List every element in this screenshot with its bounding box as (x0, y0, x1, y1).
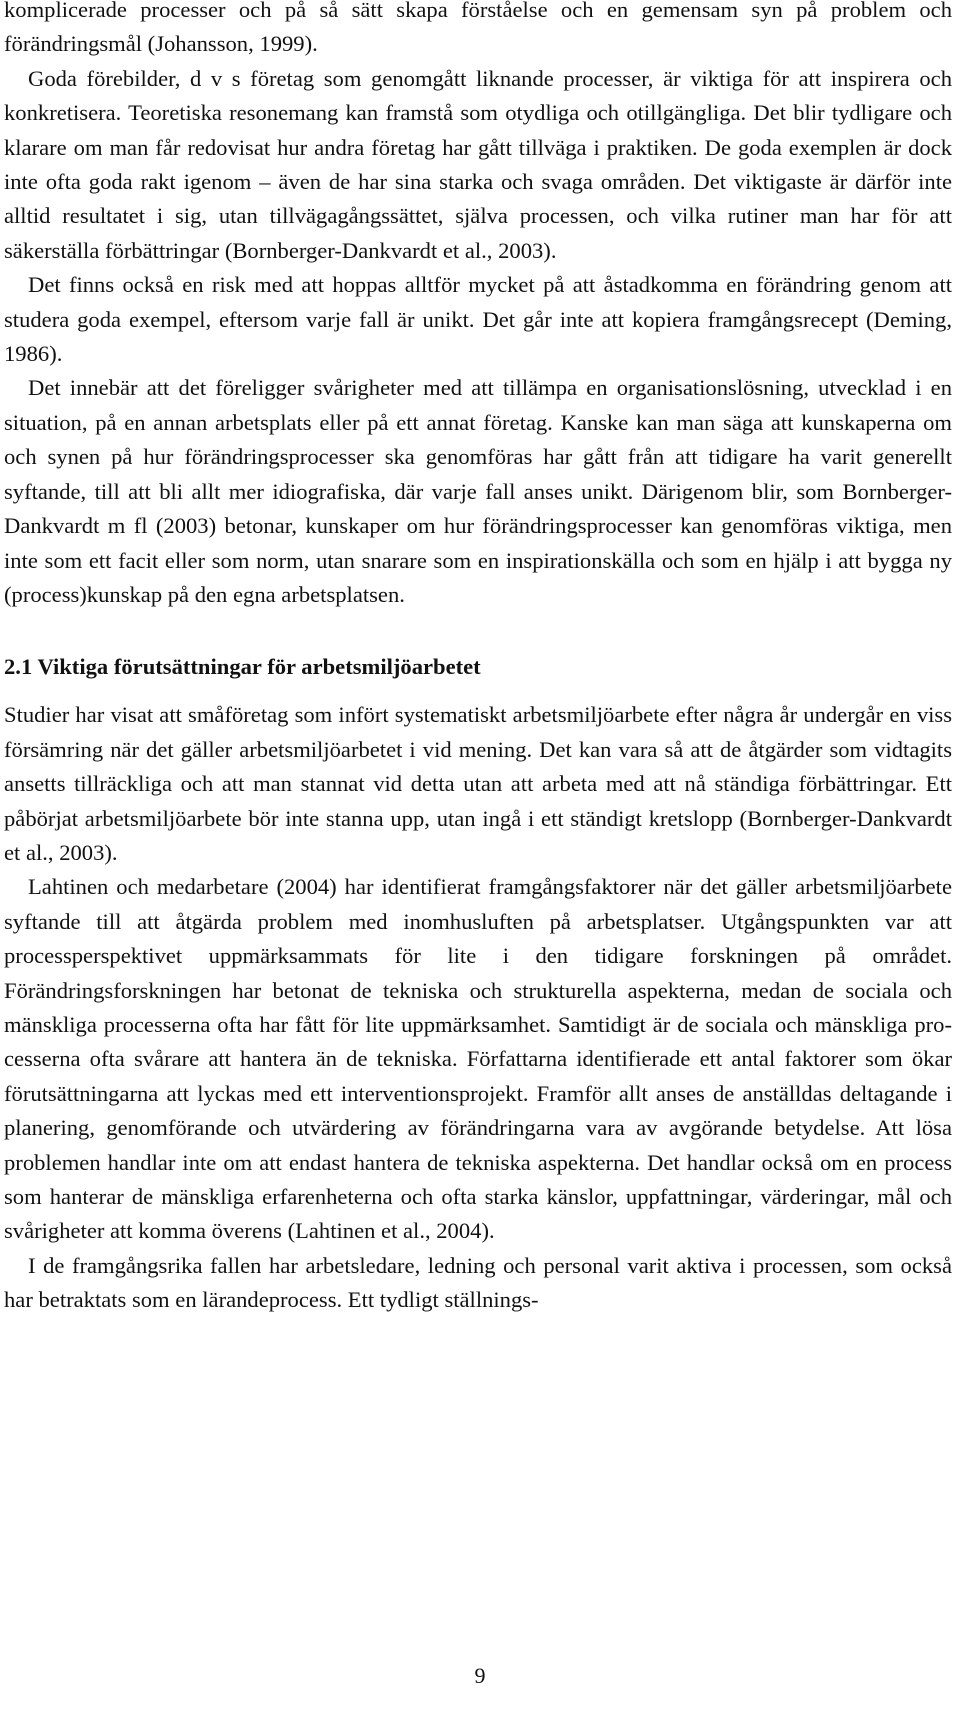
section-heading: 2.1 Viktiga förutsättningar för arbetsmiljöarbetet (4, 654, 481, 680)
section-paragraph-1: Studier har visat att småföretag som infört systematiskt arbetsmiljöarbete efter några år undergår en viss försämring när det gäller arbetsmiljöarbetet i vid mening. Det kan vara så att de åtgärder som vidtagits ansetts tillräckliga och att man stannat vid detta utan att arbeta med att nå ständiga förbättringar. Ett påbörjat arbetsmiljöarbete bör inte stanna upp, utan ingå i ett ständigt kretslopp (Bornberger-Dankvardt et al., 2003). (4, 702, 952, 865)
section-text-block (4, 698, 952, 1317)
top-text-block (4, 0, 952, 612)
section-paragraph-2: Lahtinen och medarbetare (2004) har identifierat framgångsfaktorer när det gäller arbetsmiljöarbete syftande till att åtgärda problem med inomhusluften på arbetsplatser. Utgångspunkten var att processperspektivet uppmärksammats för lite i den tidigare forskningen på området. Förändringsforskningen har betonat de tekniska och strukturella aspekterna, medan de sociala och mänskliga processerna ofta har fått för lite uppmärksamhet. Samtidigt är de sociala och mänskliga processerna ofta svårare att hantera än de tekniska. Författarna identifierade ett antal faktorer som ökar förutsättningarna att lyckas med ett interventionsprojekt. Framför allt anses de anställdas deltagande i planering, genomförande och utvärdering av förändringarna vara av avgörande betydelse. Att lösa problemen handlar inte om att endast hantera de tekniska aspekterna. Det handlar också om en process som hanterar de mänskliga erfarenheterna och ofta starka känslor, uppfattningar, värderingar, mål och svårigheter att komma överens (Lahtinen et al., 2004). (4, 874, 952, 1244)
paragraph-3: Det finns också en risk med att hoppas alltför mycket på att åstadkomma en förändring genom att studera goda exempel, eftersom varje fall är unikt. Det går inte att kopiera framgångsrecept (Deming, 1986). (4, 272, 952, 367)
paragraph-4: Det innebär att det föreligger svårigheter med att tillämpa en organisationslösning, utvecklad i en situation, på en annan arbetsplats eller på ett annat företag. Kanske kan man säga att kunskaperna om och synen på hur förändringsprocesser ska genomföras har gått från att tidigare ha varit generellt syftande, till att bli allt mer idiografiska, där varje fall anses unikt. Därigenom blir, som Bornberger-Dankvardt m fl (2003) betonar, kunskaper om hur förändringsprocesser kan genomföras viktiga, men inte som ett facit eller som norm, utan snarare som en inspirationskälla och som en hjälp i att bygga ny (process)kunskap på den egna arbetsplatsen. (4, 375, 952, 607)
paragraph-1: komplicerade processer och på så sätt skapa förståelse och en gemensam syn på problem och förändringsmål (Johansson, 1999). (4, 0, 952, 57)
page-number: 9 (474, 1663, 486, 1688)
paragraph-2: Goda förebilder, d v s företag som genomgått liknande processer, är viktiga för att inspirera och konkretisera. Teoretiska resonemang kan framstå som otydliga och otillgängliga. Det blir tydligare och klarare om man får redovisat hur andra företag har gått tillväga i praktiken. De goda exemplen är dock inte ofta goda rakt igenom – även de har sina starka och svaga områden. Det viktigaste är därför inte alltid resultatet i sig, utan tillvägagångssättet, själva processen, och vilka rutiner man har för att säkerställa förbättringar (Bornberger-Dankvardt et al., 2003). (4, 65, 952, 263)
section-paragraph-3: I de framgångsrika fallen har arbetsledare, ledning och personal varit aktiva i processen, som också har betraktats som en lärandeprocess. Ett tydligt ställnings- (4, 1252, 952, 1313)
document-body (4, 0, 952, 1318)
